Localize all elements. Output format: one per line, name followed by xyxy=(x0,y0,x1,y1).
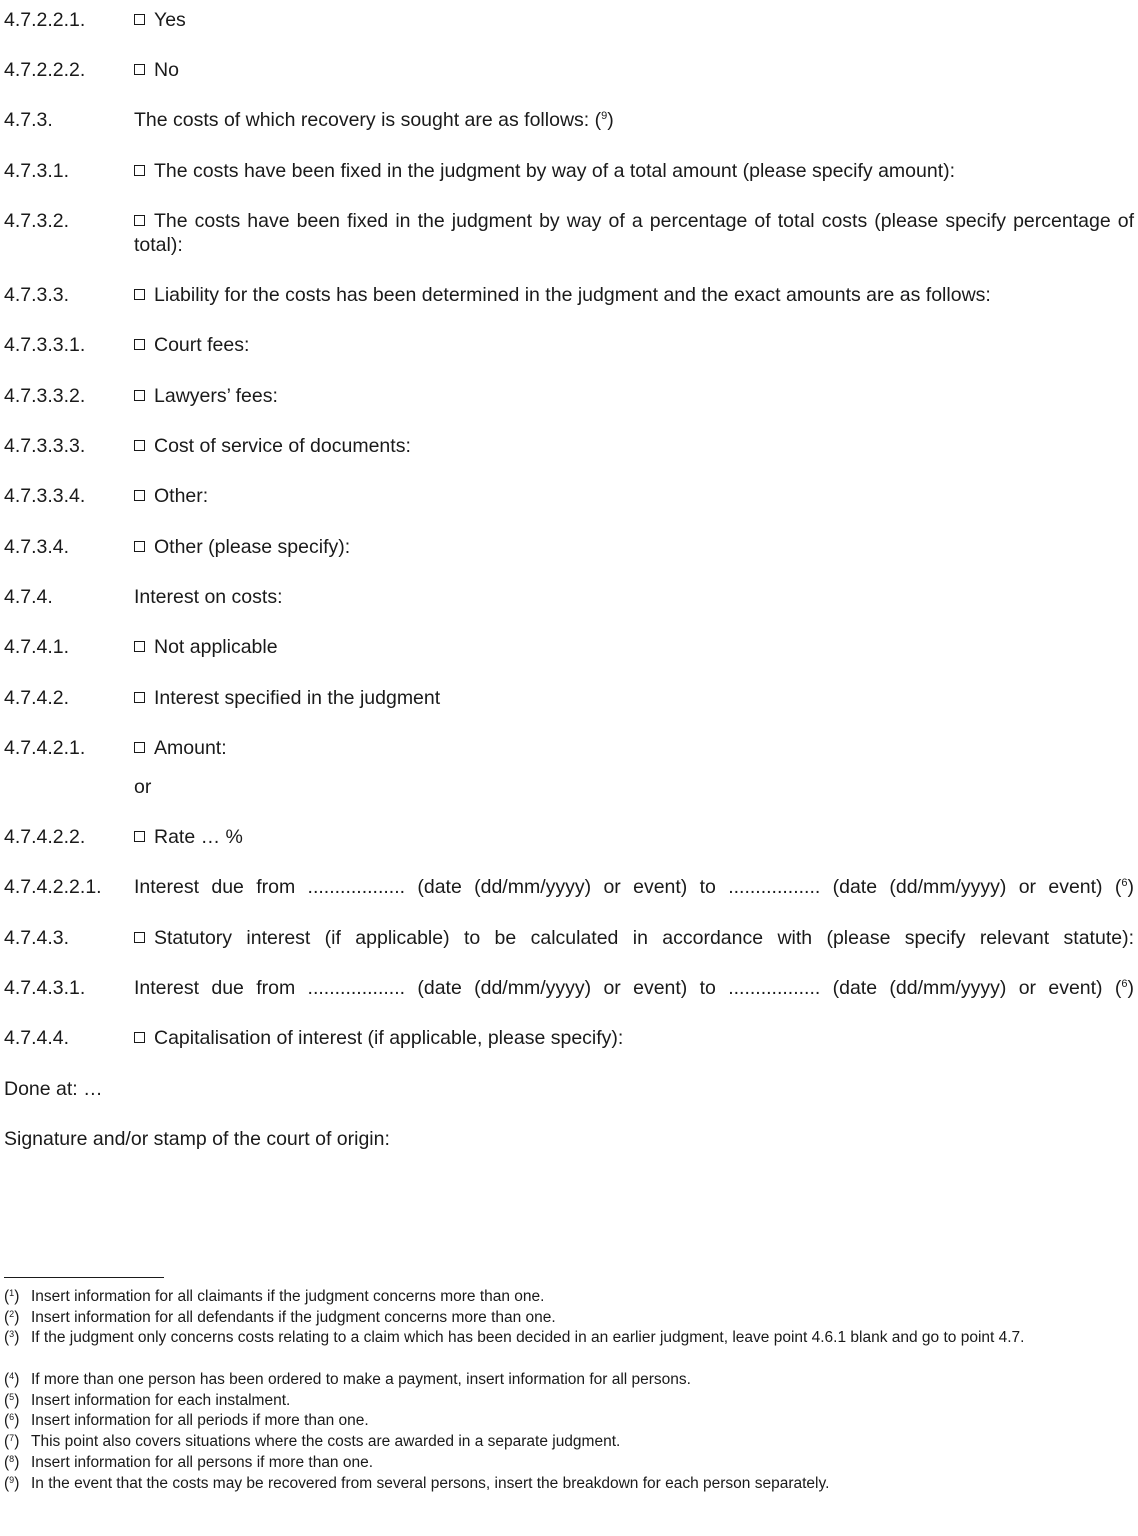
item-number: 4.7.2.2.2. xyxy=(4,59,86,81)
footnote-mark: ($^9$) xyxy=(4,1475,20,1492)
item-number: 4.7.4.3. xyxy=(4,927,70,949)
checkbox[interactable] xyxy=(134,1032,145,1043)
or-text: or xyxy=(134,776,152,798)
form-item: 4.7.4.2.2.1. Interest due from .................. (date (dd/mm/yyyy) or event) to ................. (date (dd/mm/yyyy) or event) ($^6$) xyxy=(4,876,1134,898)
checkbox[interactable] xyxy=(134,215,145,226)
footnote-text: In the event that the costs may be recovered from several persons, insert the breakdown for each person separately. xyxy=(31,1475,830,1492)
item-number: 4.7.4.2.2.1. xyxy=(4,876,102,898)
footnote-text: Insert information for all persons if more than one. xyxy=(31,1454,374,1471)
footnote-mark: ($^4$) xyxy=(4,1371,20,1388)
footnote-mark: ($^1$) xyxy=(4,1288,20,1305)
item-number: 4.7.3.2. xyxy=(4,210,70,232)
footnote-text: Insert information for each instalment. xyxy=(31,1392,291,1409)
footnote-mark: ($^7$) xyxy=(4,1433,20,1450)
item-number: 4.7.4.1. xyxy=(4,636,70,658)
footnote-ref: 6 xyxy=(1121,978,1128,990)
footnote-mark: ($^8$) xyxy=(4,1454,20,1471)
item-number: 4.7.4.4. xyxy=(4,1027,70,1049)
item-text: Amount: xyxy=(154,737,227,759)
form-item xyxy=(4,585,1134,609)
form-item: 4.7.3. The costs of which recovery is sought are as follows: ($^9$) xyxy=(4,109,614,131)
item-text: Interest due from .................. (date (dd/mm/yyyy) or event) to ................. (date (dd/mm/yyyy) or event) xyxy=(134,876,1103,898)
checkbox[interactable] xyxy=(134,390,145,401)
footnote xyxy=(4,1328,1134,1348)
form-item xyxy=(4,535,1134,559)
checkbox[interactable] xyxy=(134,742,145,753)
form-item xyxy=(4,736,1134,760)
form-item xyxy=(4,434,1134,458)
footnote xyxy=(4,1287,1134,1307)
checkbox[interactable] xyxy=(134,440,145,451)
item-number: 4.7.4. xyxy=(4,586,53,608)
item-number: 4.7.3.4. xyxy=(4,536,70,558)
form-item xyxy=(4,159,1134,183)
item-number: 4.7.3. xyxy=(4,109,53,131)
footnote-mark: ($^5$) xyxy=(4,1392,20,1409)
item-text: The costs have been fixed in the judgment by way of a total amount (please specify amount): xyxy=(154,160,956,182)
footnote-mark: ($^6$) xyxy=(4,1412,20,1429)
footnote xyxy=(4,1432,1134,1452)
footnote-text: Insert information for all periods if more than one. xyxy=(31,1412,369,1429)
item-number: 4.7.3.3.3. xyxy=(4,435,86,457)
item-text: Interest due from .................. (date (dd/mm/yyyy) or event) to ................. (date (dd/mm/yyyy) or event) xyxy=(134,977,1103,999)
item-number: 4.7.4.2. xyxy=(4,687,70,709)
item-text: Cost of service of documents: xyxy=(154,435,411,457)
item-text: The costs have been fixed in the judgment by way of a percentage of total costs (please specify percentage of total): xyxy=(134,210,1134,256)
form-item xyxy=(4,926,1134,950)
item-number: 4.7.2.2.1. xyxy=(4,9,86,31)
checkbox[interactable] xyxy=(134,14,145,25)
item-text: Rate … % xyxy=(154,826,243,848)
item-text: Capitalisation of interest (if applicable, please specify): xyxy=(154,1027,624,1049)
checkbox[interactable] xyxy=(134,831,145,842)
footnote-text: Insert information for all defendants if the judgment concerns more than one. xyxy=(31,1309,556,1326)
item-text: Statutory interest (if applicable) to be calculated in accordance with (please specify relevant statute): xyxy=(154,927,1134,949)
item-text: Yes xyxy=(154,9,186,31)
footnote-mark: ($^3$) xyxy=(4,1329,20,1346)
item-number: 4.7.3.3. xyxy=(4,284,70,306)
form-item xyxy=(4,283,1134,307)
footnote-text: If the judgment only concerns costs relating to a claim which has been decided in an earlier judgment, leave point 4.6.1 blank and go to point 4.7. xyxy=(31,1329,1025,1346)
footnote-text: This point also covers situations where the costs are awarded in a separate judgment. xyxy=(31,1433,621,1450)
item-text: Other (please specify): xyxy=(154,536,351,558)
footnote xyxy=(4,1453,1134,1473)
item-text: Court fees: xyxy=(154,334,250,356)
checkbox[interactable] xyxy=(134,641,145,652)
item-text: No xyxy=(154,59,179,81)
checkbox[interactable] xyxy=(134,490,145,501)
footnote-text: Insert information for all claimants if the judgment concerns more than one. xyxy=(31,1288,545,1305)
item-text: Interest specified in the judgment xyxy=(154,687,441,709)
footnote-divider xyxy=(4,1277,164,1278)
footnote-mark: ($^2$) xyxy=(4,1309,20,1326)
checkbox[interactable] xyxy=(134,339,145,350)
item-number: 4.7.3.1. xyxy=(4,160,70,182)
form-item xyxy=(4,775,1134,799)
item-number: 4.7.3.3.4. xyxy=(4,485,86,507)
item-text: Lawyers’ fees: xyxy=(154,385,278,407)
checkbox[interactable] xyxy=(134,692,145,703)
checkbox[interactable] xyxy=(134,289,145,300)
checkbox[interactable] xyxy=(134,64,145,75)
footnote-ref: 6 xyxy=(1121,877,1128,889)
item-text: Not applicable xyxy=(154,636,278,658)
form-item: 4.7.4.3.1. Interest due from .................. (date (dd/mm/yyyy) or event) to ................. (date (dd/mm/yyyy) or event) ($^6$) xyxy=(4,977,1134,999)
footnote xyxy=(4,1474,1134,1494)
item-text: The costs of which recovery is sought are as follows: xyxy=(134,109,590,131)
item-number: 4.7.4.2.2. xyxy=(4,826,86,848)
checkbox[interactable] xyxy=(134,541,145,552)
footnote xyxy=(4,1370,1134,1390)
footnote-text: If more than one person has been ordered to make a payment, insert information for all persons. xyxy=(31,1371,691,1388)
checkbox[interactable] xyxy=(134,165,145,176)
footnote xyxy=(4,1391,1134,1411)
item-number: 4.7.4.3.1. xyxy=(4,977,86,999)
checkbox[interactable] xyxy=(134,932,145,943)
item-text: Interest on costs: xyxy=(134,586,283,608)
form-item xyxy=(4,484,1134,508)
item-number: 4.7.3.3.2. xyxy=(4,385,86,407)
form-item xyxy=(4,333,1134,357)
done-at: Done at: … xyxy=(4,1078,103,1100)
item-number: 4.7.3.3.1. xyxy=(4,334,86,356)
form-item xyxy=(4,635,1134,659)
form-item xyxy=(4,1026,1134,1050)
footnote xyxy=(4,1308,1134,1328)
form-item xyxy=(4,58,1134,82)
item-text: Liability for the costs has been determined in the judgment and the exact amounts are as follows: xyxy=(154,284,991,306)
form-item xyxy=(4,209,1134,257)
form-item xyxy=(4,825,1134,849)
item-text: Other: xyxy=(154,485,209,507)
form-item xyxy=(4,384,1134,408)
signature-label: Signature and/or stamp of the court of origin: xyxy=(4,1128,390,1150)
footnote xyxy=(4,1411,1134,1431)
footnote-ref: 9 xyxy=(601,110,608,122)
form-item xyxy=(4,686,1134,710)
form-item xyxy=(4,8,1134,32)
item-number: 4.7.4.2.1. xyxy=(4,737,86,759)
